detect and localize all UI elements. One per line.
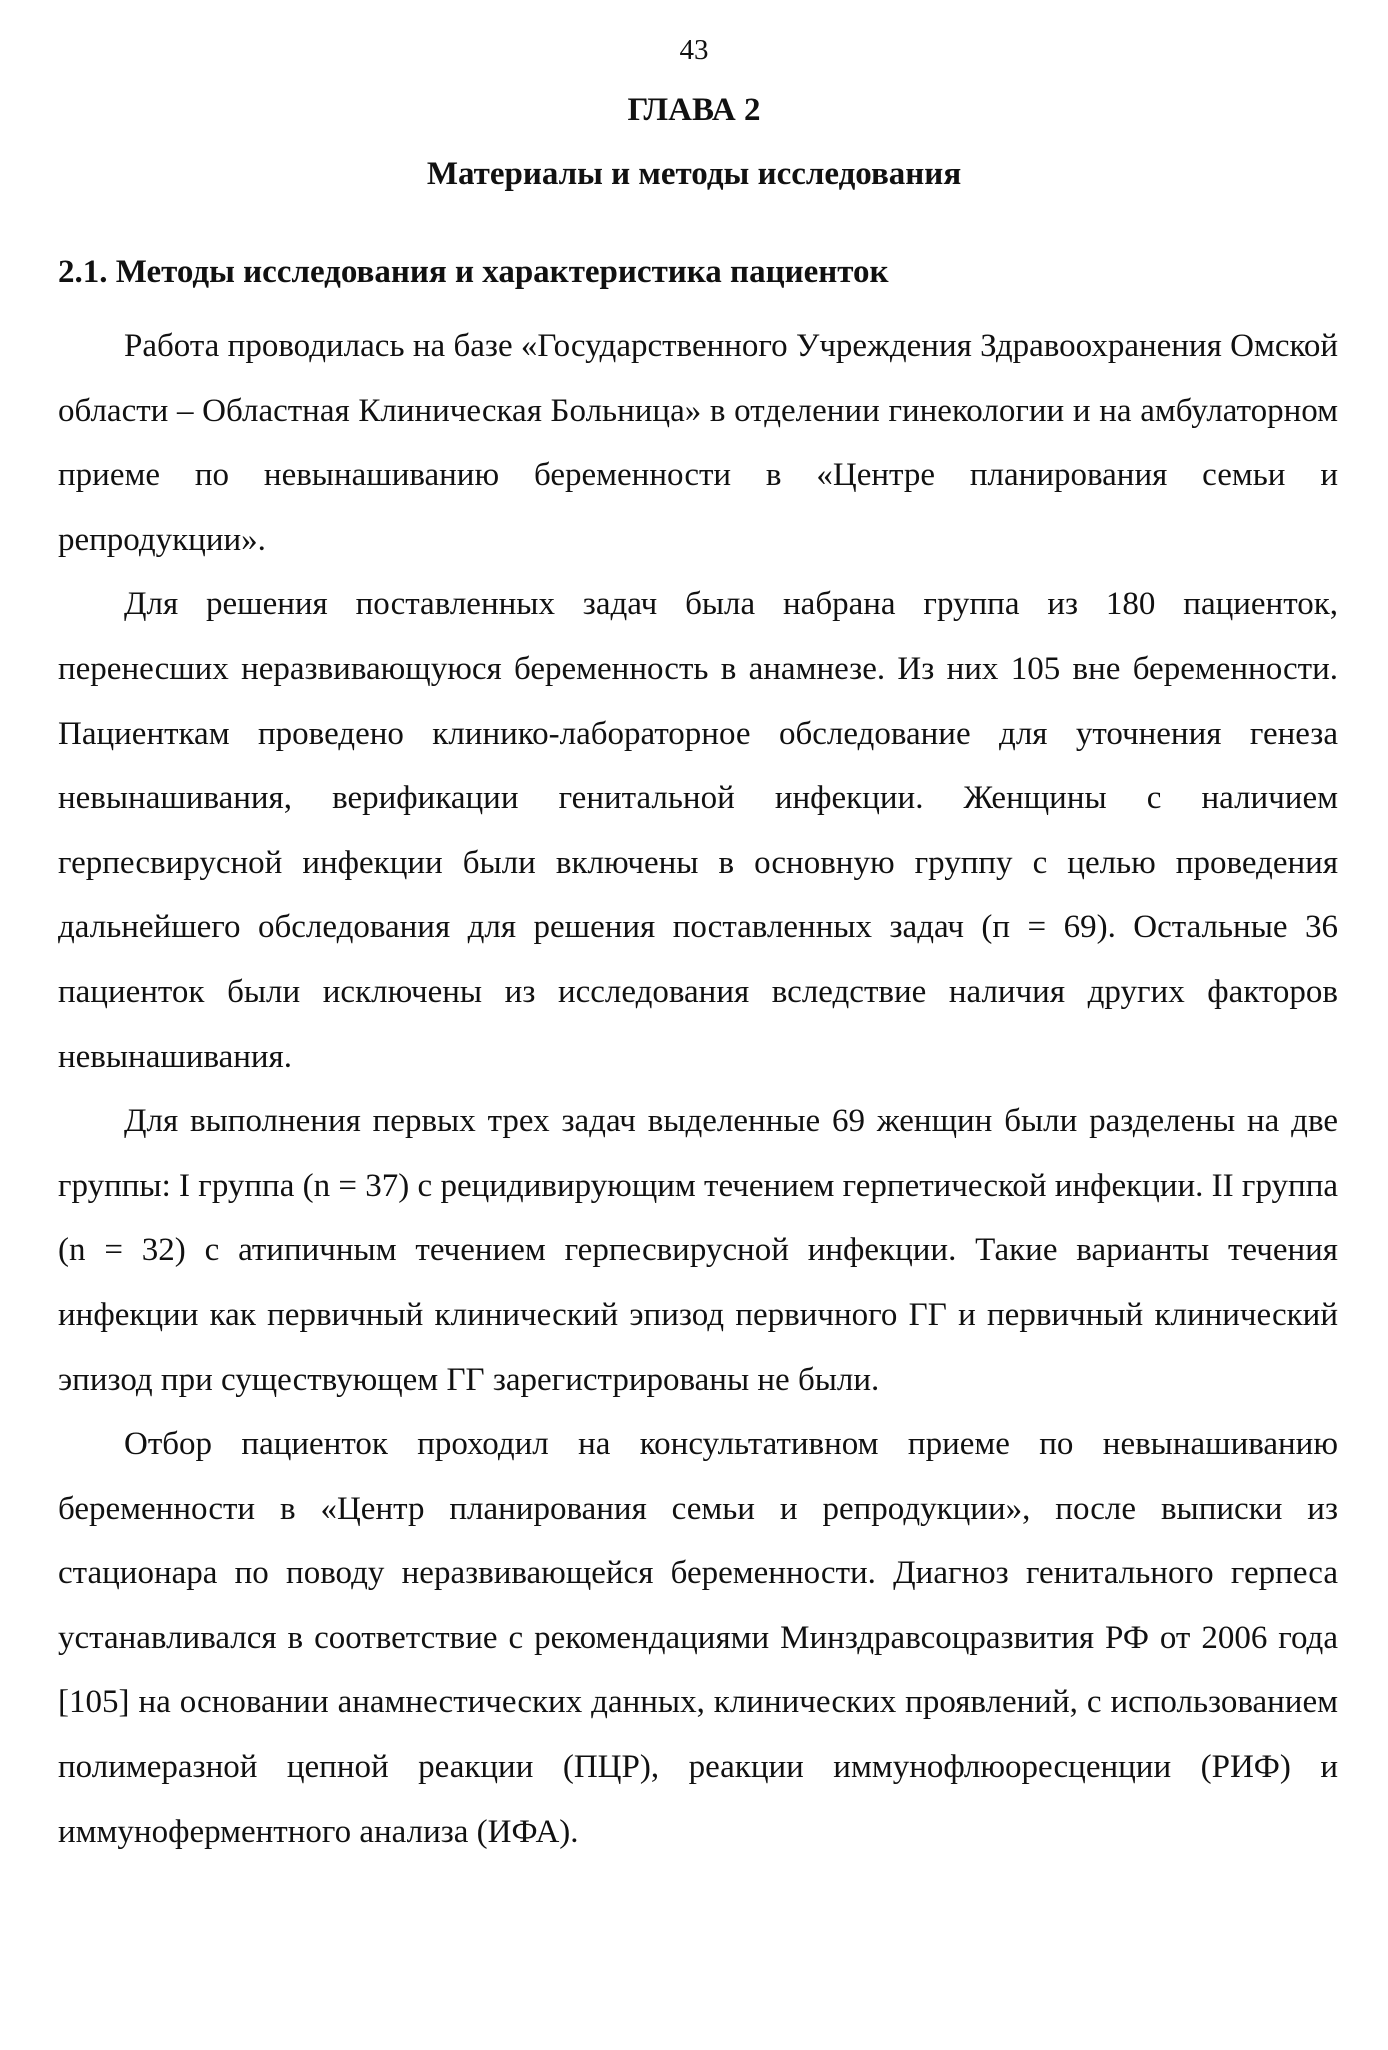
chapter-title: ГЛАВА 2 (627, 92, 761, 128)
paragraph-study-base: Работа проводилась на базе «Государственного Учреждения Здравоохранения Омской области – Областная Клиническая Больница» в отделении гинекологии и на амбулаторном приеме по невынашиванию беременности в «Центре планирования семьи и репродукции». (58, 328, 1338, 558)
page-number: 43 (679, 34, 709, 66)
chapter-subtitle: Материалы и методы исследования (426, 156, 962, 192)
section-heading: 2.1. Методы исследования и характеристика пациенток (58, 254, 889, 290)
paragraph-group-division: Для выполнения первых трех задач выделенные 69 женщин были разделены на две группы: I группа (n = 37) с рецидивирующим течением герпетической инфекции. II группа (n = 32) с атипичным течением герпесвирусной инфекции. Такие варианты течения инфекции как первичный клинический эпизод первичного ГГ и первичный клинический эпизод при существующем ГГ зарегистрированы не были. (58, 1103, 1338, 1398)
body-text (58, 314, 1338, 1864)
paragraph-patient-group: Для решения поставленных задач была набрана группа из 180 пациенток, перенесших неразвивающуюся беременность в анамнезе. Из них 105 вне беременности. Пациенткам проведено клинико-лабораторное обследование для уточнения генеза невынашивания, верификации генитальной инфекции. Женщины с наличием герпесвирусной инфекции были включены в основную группу с целью проведения дальнейшего обследования для решения поставленных задач (п = 69). Остальные 36 пациенток были исключены из исследования вследствие наличия других факторов невынашивания. (58, 586, 1338, 1075)
paragraph-patient-selection: Отбор пациенток проходил на консультативном приеме по невынашиванию беременности в «Центр планирования семьи и репродукции», после выписки из стационара по поводу неразвивающейся беременности. Диагноз генитального герпеса устанавливался в соответствие с рекомендациями Минздравсоцразвития РФ от 2006 года [105] на основании анамнестических данных, клинических проявлений, с использованием полимеразной цепной реакции (ПЦР), реакции иммунофлюоресценции (РИФ) и иммуноферментного анализа (ИФА). (58, 1426, 1338, 1850)
